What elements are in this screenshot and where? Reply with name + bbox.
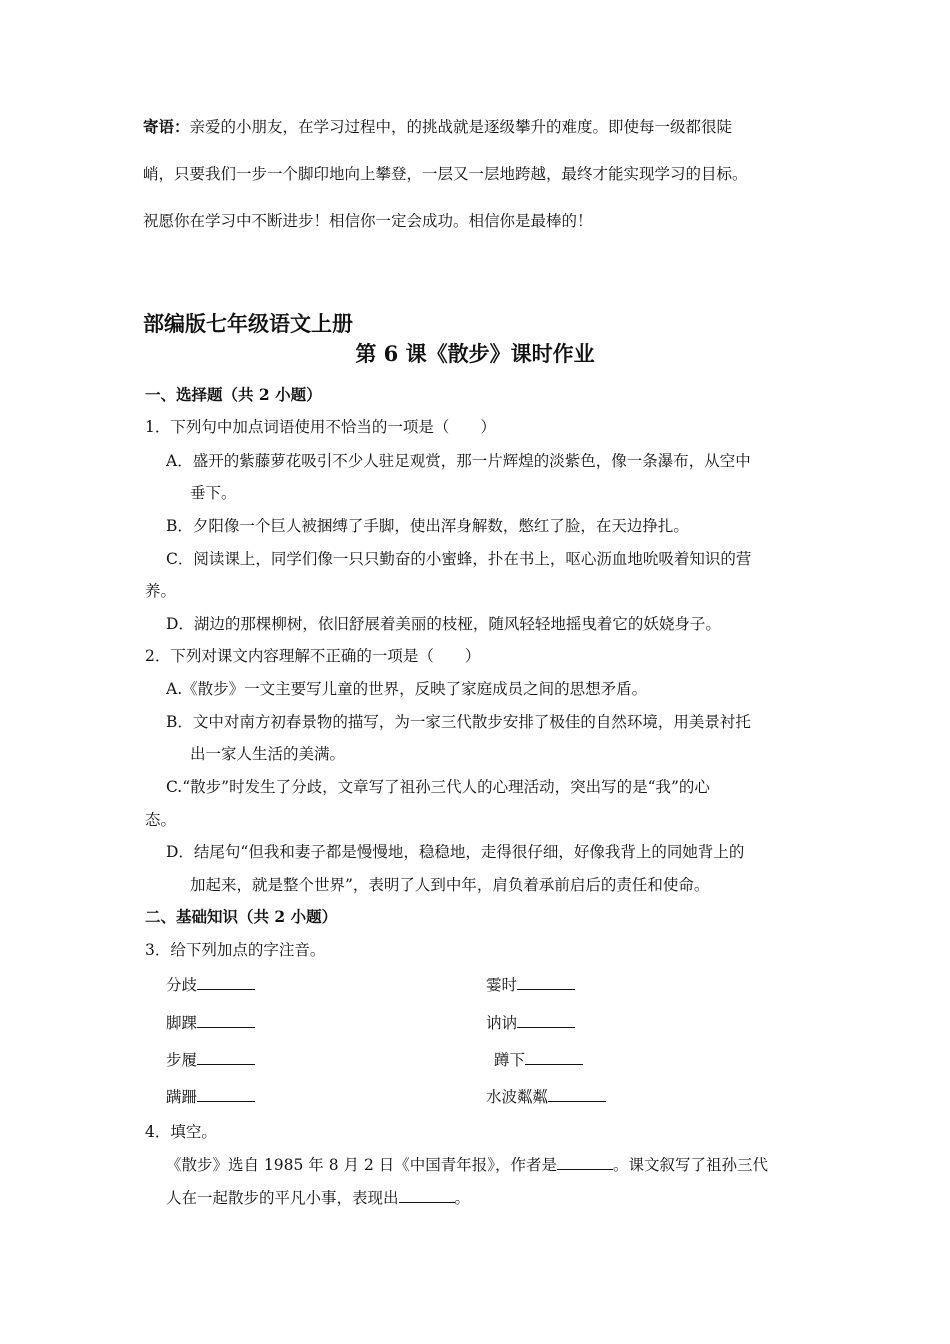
answer-blank[interactable] — [517, 975, 575, 990]
question-2-option-d-line-2: 加起来，就是整个世界”，表明了人到中年，肩负着承前启后的责任和使命。 — [190, 876, 710, 894]
question-2-option-d-line-1: D．结尾句“但我和妻子都是慢慢地，稳稳地，走得很仔细，好像我背上的同她背上的 — [166, 843, 745, 861]
question-2-option-b-line-1: B．文中对南方初春景物的描写，为一家三代散步安排了极佳的自然环境，用美景衬托 — [166, 713, 751, 731]
pinyin-item — [166, 1087, 255, 1107]
section-heading-basics: 二、基础知识（共 2 小题） — [145, 907, 338, 926]
question-2-stem: 2．下列对课文内容理解不正确的一项是（ ） — [145, 647, 481, 665]
answer-blank[interactable] — [197, 1050, 255, 1065]
question-4-text-2b: 。 — [454, 1189, 471, 1207]
answer-blank[interactable] — [197, 1013, 255, 1028]
question-2-option-c-line-2: 态。 — [145, 811, 177, 829]
question-1-stem: 1．下列句中加点词语使用不恰当的一项是（ ） — [145, 418, 496, 436]
pinyin-word: 脚踝 — [166, 1014, 198, 1032]
pinyin-item — [166, 975, 255, 995]
pinyin-item — [166, 1013, 255, 1033]
question-4-text-1b: 。课文叙写了祖孙三代 — [612, 1156, 768, 1174]
document-title: 部编版七年级语文上册 — [143, 311, 353, 336]
pinyin-item — [166, 1050, 255, 1070]
question-4-text-2a: 人在一起散步的平凡小事，表现出 — [166, 1189, 399, 1207]
answer-blank[interactable] — [548, 1087, 606, 1102]
intro-text-1: 亲爱的小朋友，在学习过程中，的挑战就是逐级攀升的难度。即使每一级都很陡 — [189, 118, 733, 136]
question-1-option-b: B．夕阳像一个巨人被捆缚了手脚，使出浑身解数，憋红了脸，在天边挣扎。 — [166, 517, 689, 535]
question-3-stem: 3．给下列加点的字注音。 — [145, 941, 326, 959]
pinyin-word: 讷讷 — [486, 1014, 518, 1032]
intro-line-1 — [143, 117, 732, 137]
section-heading-choice: 一、选择题（共 2 小题） — [145, 385, 322, 404]
intro-label: 寄语： — [143, 117, 190, 136]
question-2-option-b-line-2: 出一家人生活的美满。 — [190, 745, 346, 763]
pinyin-word: 蹲下 — [494, 1051, 526, 1069]
pinyin-item — [486, 1013, 575, 1033]
pinyin-word: 霎时 — [486, 976, 518, 994]
intro-line-2: 峭，只要我们一步一个脚印地向上攀登，一层又一层地跨越，最终才能实现学习的目标。 — [143, 165, 748, 183]
question-4-text-1a: 《散步》选自 1985 年 8 月 2 日《中国青年报》，作者是 — [166, 1156, 557, 1174]
question-1-option-a-line-2: 垂下。 — [190, 484, 237, 502]
question-1-option-d: D．湖边的那棵柳树，依旧舒展着美丽的枝桠，随风轻轻地摇曳着它的妖娆身子。 — [166, 615, 721, 633]
answer-blank[interactable] — [197, 1087, 255, 1102]
question-4-stem: 4．填空。 — [145, 1123, 217, 1141]
pinyin-word: 蹒跚 — [166, 1088, 198, 1106]
question-4-line-2 — [166, 1188, 470, 1208]
question-2-option-c-line-1: C.“散步”时发生了分歧，文章写了祖孙三代人的心理活动，突出写的是“我”的心 — [166, 778, 710, 796]
intro-line-3: 祝愿你在学习中不断进步！相信你一定会成功。相信你是最棒的！ — [143, 212, 593, 230]
pinyin-word: 分歧 — [166, 976, 198, 994]
answer-blank[interactable] — [197, 975, 255, 990]
question-1-option-a-line-1: A．盛开的紫藤萝花吸引不少人驻足观赏，那一片辉煌的淡紫色，像一条瀑布，从空中 — [166, 452, 751, 470]
author-blank[interactable] — [557, 1155, 613, 1170]
question-4-line-1 — [166, 1155, 768, 1175]
answer-blank[interactable] — [517, 1013, 575, 1028]
pinyin-word: 步履 — [166, 1051, 198, 1069]
pinyin-item — [486, 975, 575, 995]
question-1-option-c-line-1: C．阅读课上，同学们像一只只勤奋的小蜜蜂，扑在书上，呕心沥血地吮吸着知识的营 — [166, 550, 752, 568]
answer-blank[interactable] — [525, 1050, 583, 1065]
pinyin-word: 水波粼粼 — [486, 1088, 549, 1106]
theme-blank[interactable] — [399, 1188, 455, 1203]
question-1-option-c-line-2: 养。 — [145, 582, 177, 600]
pinyin-item — [494, 1050, 583, 1070]
lesson-title: 第 6 课《散步》课时作业 — [355, 341, 595, 366]
pinyin-item — [486, 1087, 606, 1107]
question-2-option-a: A.《散步》一文主要写儿童的世界，反映了家庭成员之间的思想矛盾。 — [166, 680, 648, 698]
